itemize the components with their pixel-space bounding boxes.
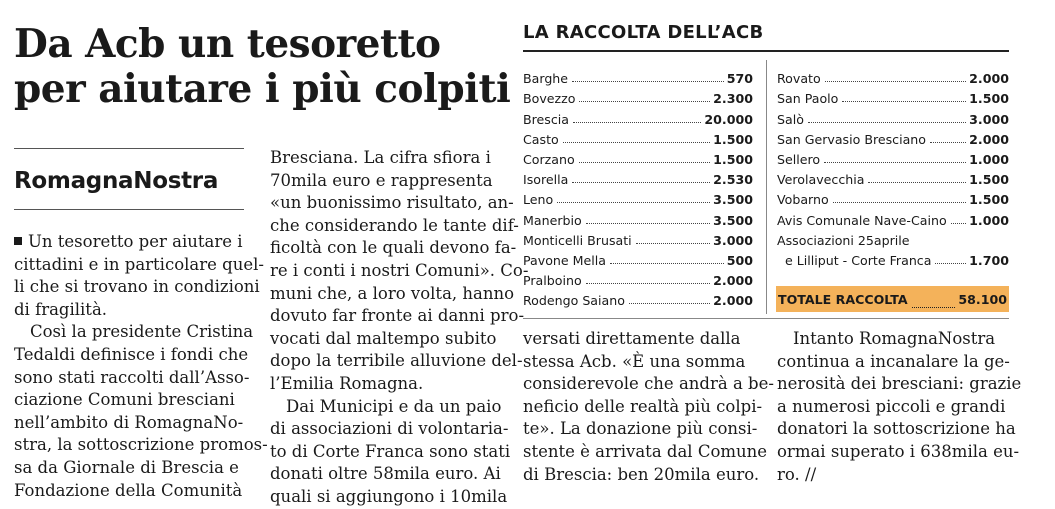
text-line-content: stente è arrivata dal Comune [523, 441, 768, 461]
text-line-content: stessa Acb. «È una somma [523, 351, 746, 371]
text-line [14, 321, 254, 344]
donation-value: 1.700 [969, 252, 1009, 268]
headline-line: Da Acb un tesoretto [14, 21, 441, 67]
text-line [270, 283, 515, 306]
donation-value: 2.530 [713, 172, 753, 188]
text-line-content: dopo la terribile alluvione del- [270, 351, 523, 371]
donation-value: 1.500 [713, 131, 753, 147]
text-line-content: a numerosi piccoli e grandi [777, 396, 1006, 416]
donation-row [777, 66, 1009, 86]
text-line [523, 418, 758, 441]
text-line-content: stra, la sottoscrizione promos- [14, 435, 268, 455]
donor-name: Vobarno [777, 192, 829, 208]
text-line-content: neficio delle realtà più colpi- [523, 396, 763, 416]
text-line-content: dovuto far fronte ai danni pro- [270, 306, 525, 326]
text-line-content: di Brescia: ben 20mila euro. [523, 464, 760, 484]
donor-name: Barghe [523, 71, 569, 87]
text-line-content: di associazioni di volontaria- [270, 419, 509, 439]
donor-name: Bovezzo [523, 91, 576, 107]
donor-name: e Lilliput - Corte Franca [785, 252, 932, 268]
donation-value: 1.000 [969, 151, 1009, 167]
donation-value: 570 [726, 71, 753, 87]
headline [14, 21, 511, 112]
text-line [270, 305, 525, 328]
donations-list-left [523, 66, 753, 308]
text-line-content: te». La donazione più consi- [523, 419, 758, 439]
text-line-content: considerevole che andrà a be- [523, 374, 774, 394]
text-line [270, 237, 517, 260]
text-line [14, 344, 249, 367]
bullet-icon [14, 237, 22, 245]
section-rule-bottom [14, 209, 244, 210]
donation-value: 3.500 [713, 212, 753, 228]
leader-dots [572, 81, 724, 82]
donations-list-right [777, 66, 1009, 268]
article-column-2 [270, 147, 529, 509]
donation-row [523, 147, 753, 167]
text-line [270, 486, 508, 509]
donation-value: 2.000 [713, 273, 753, 289]
leader-dots [586, 283, 711, 284]
text-line-content: nerosità dei bresciani: grazie [777, 374, 1022, 394]
leader-dots [842, 101, 966, 102]
leader-dots [563, 142, 710, 143]
donor-name: San Gervasio Bresciano [777, 131, 926, 147]
box-top-rule [523, 50, 1009, 52]
headline-line: per aiutare i più colpiti [14, 66, 511, 112]
text-line [14, 434, 268, 457]
leader-dots [808, 122, 966, 123]
leader-dots [573, 122, 701, 123]
text-line-content: di fragilità. [14, 299, 108, 319]
donation-row [523, 86, 753, 106]
box-title: LA RACCOLTA DELL’ACB [523, 22, 764, 43]
text-line [523, 373, 774, 396]
text-line [777, 464, 1009, 487]
donation-value: 1.500 [969, 172, 1009, 188]
donor-name: Rodengo Saiano [523, 293, 625, 309]
text-line-content: versati direttamente dalla [523, 329, 741, 348]
donation-row [777, 147, 1009, 167]
donation-row [777, 86, 1009, 106]
text-line-content: ormai superato i 638mila eu- [777, 441, 1020, 461]
donor-name: Leno [523, 192, 554, 208]
donor-name: Pavone Mella [523, 252, 606, 268]
text-line [14, 231, 246, 254]
text-line [14, 480, 246, 503]
section-name: RomagnaNostra [14, 168, 219, 194]
leader-dots [579, 162, 710, 163]
text-line [270, 441, 511, 464]
text-line-content: Bresciana. La cifra sfiora i [270, 148, 491, 167]
donation-value: 3.500 [713, 192, 753, 208]
text-line [270, 463, 502, 486]
text-line-content: «un buonissimo risultato, an- [270, 193, 514, 213]
leader-dots [912, 307, 956, 308]
donation-value: 3.000 [969, 111, 1009, 127]
text-line [777, 441, 1020, 464]
text-line-content: li che si trovano in condizioni [14, 277, 260, 297]
box-bottom-rule [523, 318, 1009, 319]
text-line [523, 396, 763, 419]
leader-dots [868, 182, 966, 183]
leader-dots [930, 142, 966, 143]
text-line-content: nell’ambito di RomagnaNo- [14, 412, 244, 432]
donation-row [523, 106, 753, 126]
donation-value: 20.000 [704, 111, 753, 127]
text-line-content: continua a incanalare la ge- [777, 351, 1010, 371]
section-rule-top [14, 148, 244, 149]
article-column-4 [777, 328, 1022, 486]
text-line [14, 389, 246, 412]
donation-value: 1.500 [969, 192, 1009, 208]
donation-row [777, 106, 1009, 126]
text-line [523, 464, 760, 487]
leader-dots [629, 303, 710, 304]
leader-dots [572, 182, 710, 183]
text-line-content: ro. // [777, 464, 817, 484]
donor-name: Monticelli Brusati [523, 232, 632, 248]
donation-row [777, 248, 1009, 268]
leader-dots [833, 202, 966, 203]
donor-name: Isorella [523, 172, 569, 188]
text-line [777, 328, 1009, 351]
donation-row [777, 127, 1009, 147]
text-line [270, 373, 502, 396]
text-line [270, 147, 502, 170]
text-line [14, 457, 246, 480]
donation-value: 1.000 [969, 212, 1009, 228]
leader-dots [557, 202, 710, 203]
text-line [14, 367, 250, 390]
text-line [270, 192, 514, 215]
donation-value: 2.300 [713, 91, 753, 107]
text-line [777, 396, 1009, 419]
text-line-content: Dai Municipi e da un paio [286, 396, 502, 416]
text-line [14, 299, 246, 322]
text-line [14, 254, 264, 277]
donation-row [523, 248, 753, 268]
donation-row [523, 187, 753, 207]
donor-name: San Paolo [777, 91, 839, 107]
donation-row [523, 66, 753, 86]
box-column-divider [766, 60, 767, 314]
text-line [777, 351, 1009, 374]
text-line [777, 373, 1022, 396]
text-line-content: Così la presidente Cristina [30, 322, 254, 342]
article-column-1 [14, 231, 268, 502]
donation-row [523, 228, 753, 248]
donor-name: Brescia [523, 111, 569, 127]
leader-dots [579, 101, 710, 102]
text-line [523, 441, 768, 464]
donation-row [777, 228, 1009, 248]
text-line [270, 396, 502, 419]
donation-row [523, 288, 753, 308]
text-line [270, 418, 509, 441]
donation-value: 3.000 [713, 232, 753, 248]
text-line-content: donati oltre 58mila euro. Ai [270, 464, 501, 484]
text-line [270, 170, 502, 193]
text-line-content: cittadini e in particolare quel- [14, 254, 264, 274]
text-line [523, 328, 753, 351]
donation-value: 2.000 [969, 71, 1009, 87]
leader-dots [636, 243, 710, 244]
text-line-content: donatori la sottoscrizione ha [777, 419, 1016, 439]
leader-dots [935, 263, 966, 264]
text-line-content: Tedaldi definisce i fondi che [14, 344, 249, 364]
leader-dots [610, 263, 724, 264]
text-line-content: vocati dal maltempo subito [270, 328, 497, 348]
donor-name: Rovato [777, 71, 821, 87]
text-line [270, 260, 529, 283]
donor-name: Pralboino [523, 273, 582, 289]
text-line-content: sono stati raccolti dall’Asso- [14, 367, 250, 387]
text-line-content: sa da Giornale di Brescia e [14, 457, 239, 477]
text-line [270, 215, 519, 238]
donor-name: Manerbio [523, 212, 582, 228]
total-label: TOTALE RACCOLTA [778, 291, 908, 307]
text-line [270, 328, 502, 351]
donation-row [523, 127, 753, 147]
donation-value: 1.500 [713, 151, 753, 167]
text-line-content: to di Corte Franca sono stati [270, 441, 511, 461]
text-line-content: ciazione Comuni bresciani [14, 390, 235, 410]
total-box [776, 286, 1009, 312]
donor-name: Salò [777, 111, 804, 127]
donation-value: 1.500 [969, 91, 1009, 107]
donation-value: 2.000 [713, 293, 753, 309]
text-line [523, 351, 753, 374]
text-line-content: re i conti i nostri Comuni». Co- [270, 260, 529, 280]
donation-value: 500 [726, 252, 753, 268]
leader-dots [586, 223, 710, 224]
leader-dots [825, 81, 966, 82]
leader-dots [951, 223, 966, 224]
text-line-content: muni che, a loro volta, hanno [270, 283, 515, 303]
donor-name: Casto [523, 131, 559, 147]
text-line-content: quali si aggiungono i 10mila [270, 486, 508, 506]
text-line-content: ficoltà con le quali devono fa- [270, 238, 517, 258]
text-line-content: Intanto RomagnaNostra [793, 329, 996, 348]
donor-name: Verolavecchia [777, 172, 865, 188]
donation-row [777, 187, 1009, 207]
text-line [270, 350, 523, 373]
text-line [14, 412, 246, 435]
text-line-content: l’Emilia Romagna. [270, 373, 424, 393]
donation-row [777, 207, 1009, 227]
text-line-content: che considerando le tante dif- [270, 215, 519, 235]
leader-dots [824, 162, 966, 163]
donation-row [523, 207, 753, 227]
total-value: 58.100 [958, 291, 1007, 307]
donations-rows [777, 66, 1009, 228]
text-line [777, 418, 1016, 441]
donor-name: Associazioni 25aprile [777, 232, 910, 248]
donor-name: Avis Comunale Nave-Caino [777, 212, 947, 228]
donation-row [523, 167, 753, 187]
article-column-3 [523, 328, 774, 486]
donation-value: 2.000 [969, 131, 1009, 147]
donor-name: Sellero [777, 151, 821, 167]
text-line-content: Fondazione della Comunità [14, 480, 243, 500]
donor-name: Corzano [523, 151, 575, 167]
donation-row [777, 167, 1009, 187]
donation-row [523, 268, 753, 288]
text-line-content: Un tesoretto per aiutare i [28, 232, 243, 251]
text-line [14, 276, 260, 299]
text-line-content: 70mila euro e rappresenta [270, 170, 493, 190]
